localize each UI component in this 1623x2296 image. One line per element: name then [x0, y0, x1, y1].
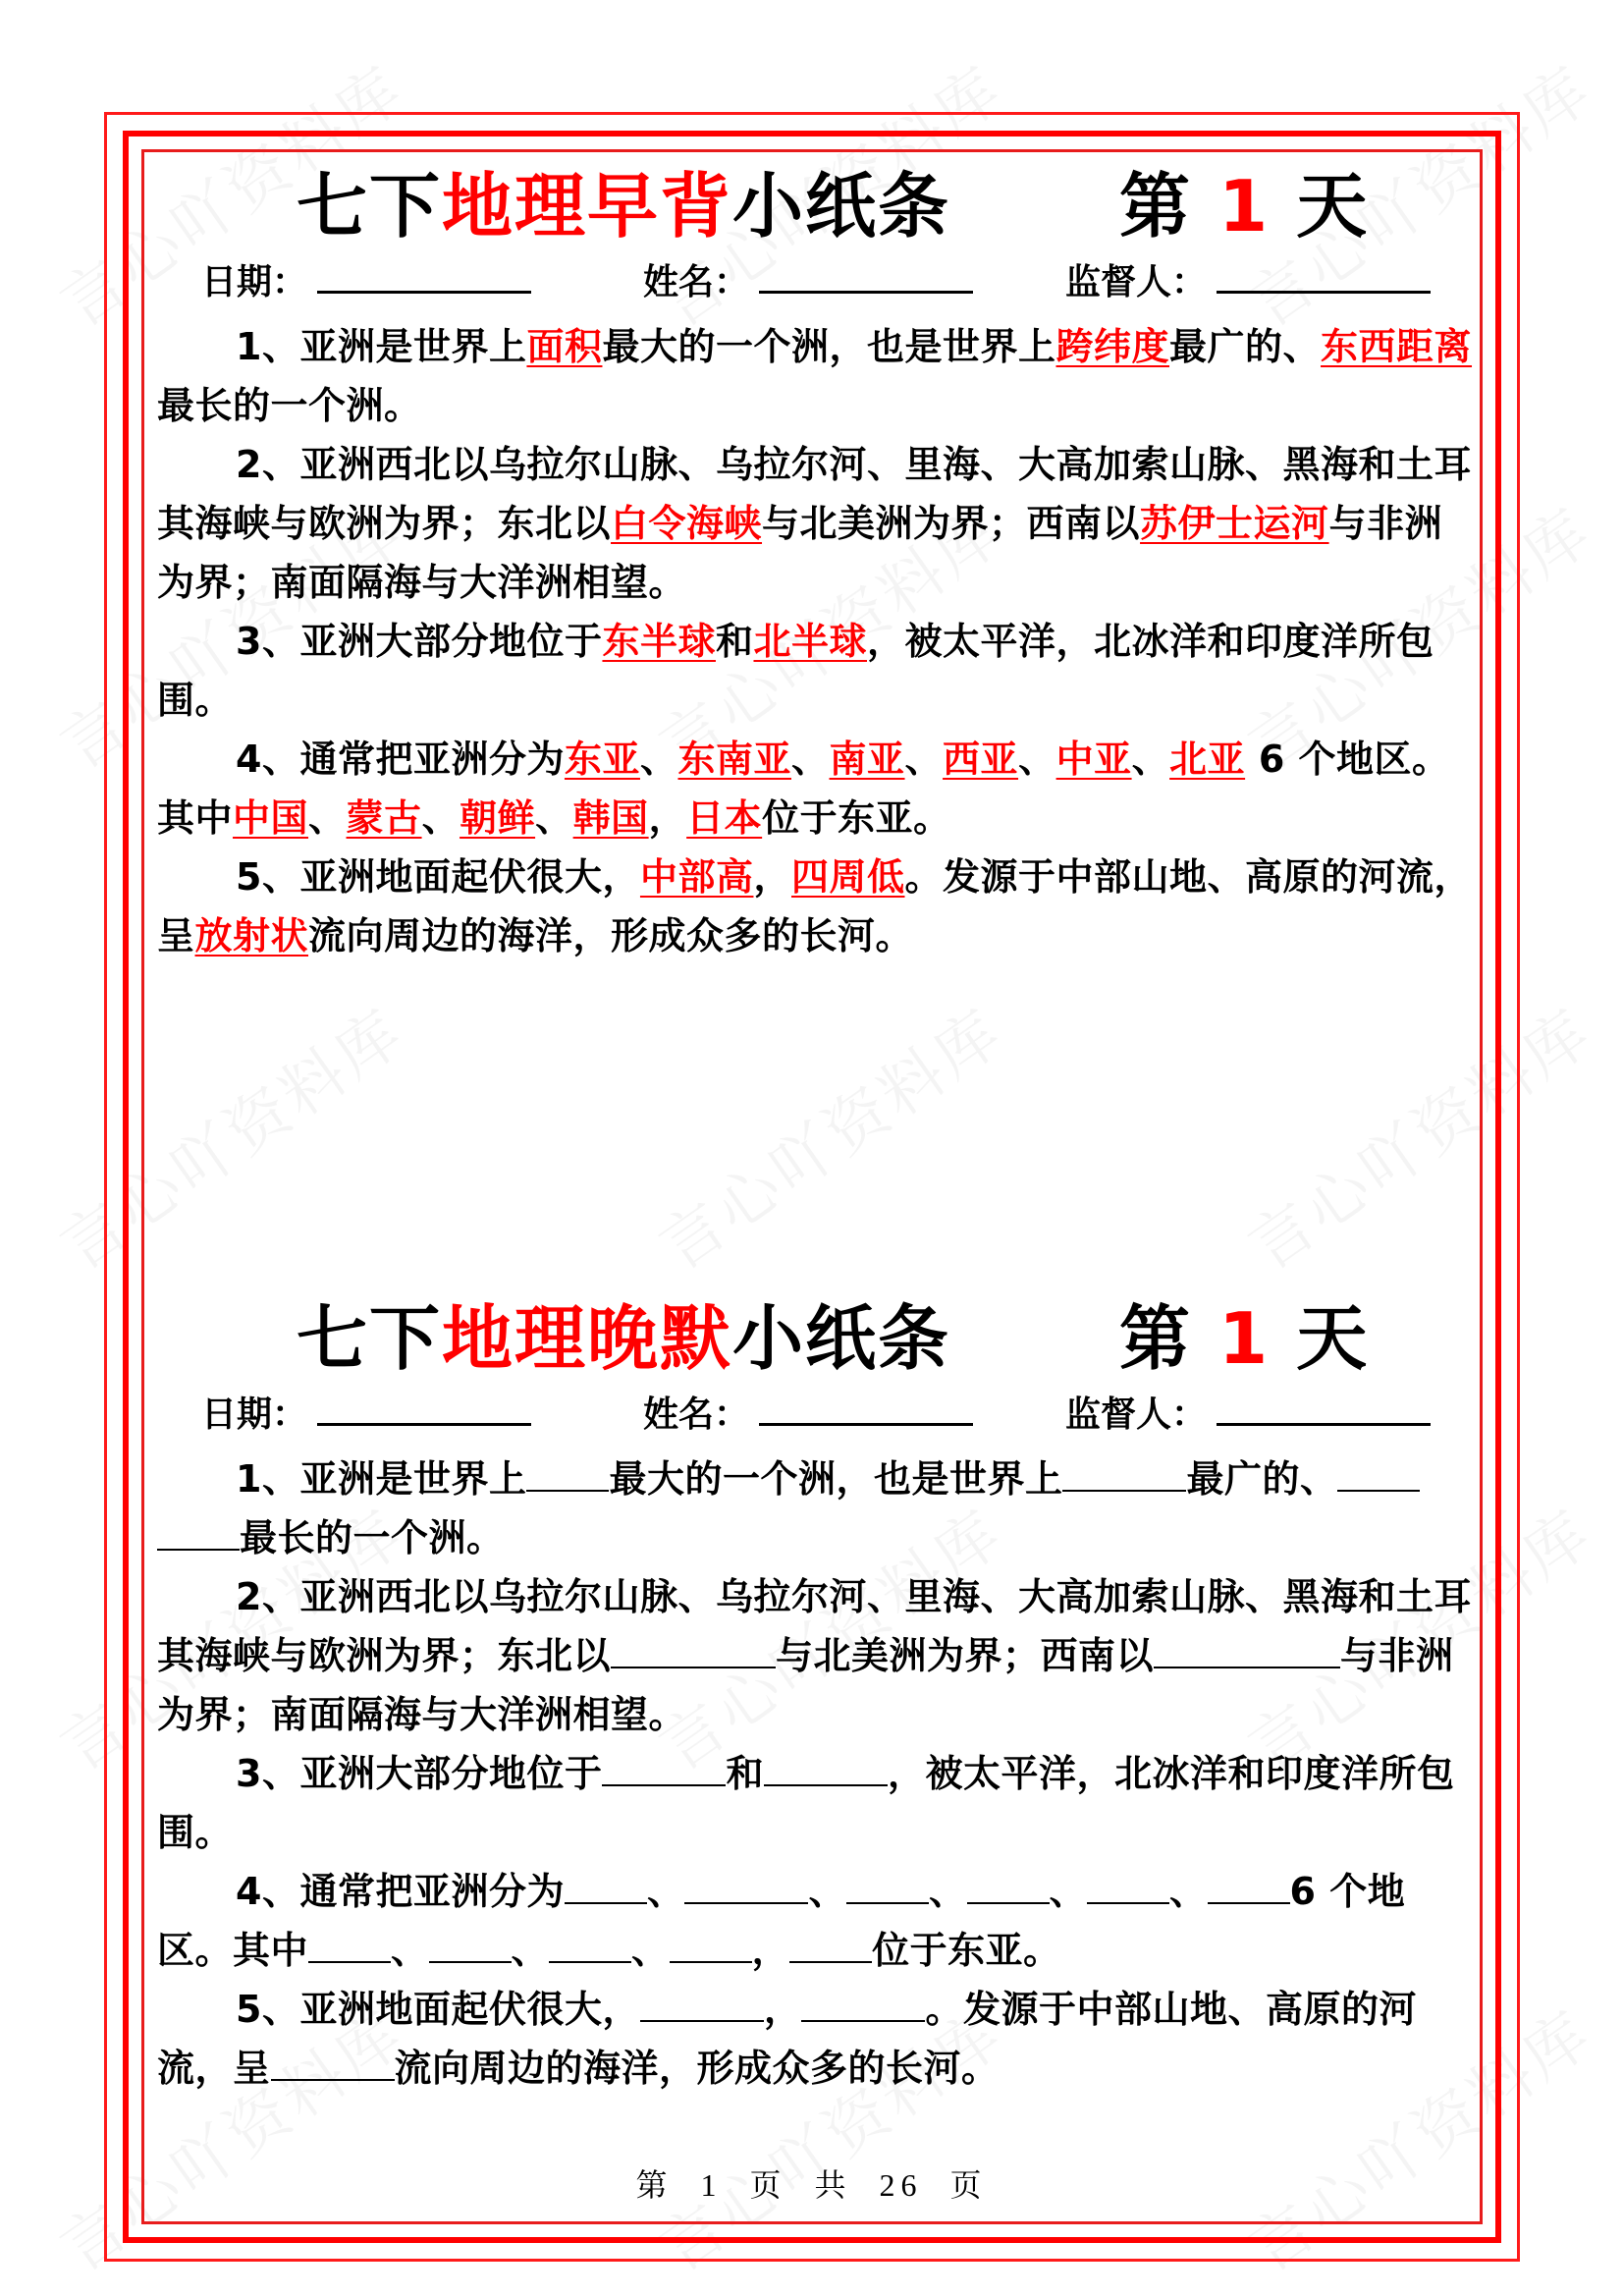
supervisor-field[interactable]: 监督人：	[1065, 1391, 1431, 1440]
fill-in-blank[interactable]	[602, 1755, 726, 1786]
date-blank[interactable]	[317, 261, 531, 294]
item-text: 、	[904, 738, 944, 781]
item-text: 、	[421, 796, 460, 840]
item-text: 。发源于中部山地、高原的河流，呈	[157, 855, 1473, 957]
item-text: 6 个地区。其中	[157, 738, 1450, 840]
item-text: ，	[753, 855, 791, 899]
answer-keyword: 白令海峡	[611, 502, 763, 545]
item-text: 、	[1169, 1870, 1208, 1913]
supervisor-blank[interactable]	[1217, 261, 1431, 294]
item-text: 、	[631, 1929, 670, 1972]
fill-in-blank[interactable]	[640, 1991, 764, 2022]
answer-keyword: 面积	[526, 325, 603, 368]
item-text: 最广的、	[1186, 1457, 1338, 1501]
item-text: 、	[646, 1870, 685, 1913]
item-text: 、	[639, 738, 678, 781]
list-item	[157, 612, 1479, 730]
item-text: 流向周边的海洋，形成众多的长河。	[308, 914, 914, 957]
fill-in-blank[interactable]	[1208, 1873, 1290, 1904]
list-item	[157, 1980, 1479, 2098]
name-field[interactable]: 姓名：	[643, 1391, 973, 1440]
fill-in-blank[interactable]	[801, 1991, 925, 2022]
item-text: 、	[928, 1870, 967, 1913]
item-text: 2、亚洲西北以乌拉尔山脉、乌拉尔河、里海、大高加索山脉、黑海和土耳其海峡与欧洲为界；东北以	[157, 443, 1472, 545]
item-text: ，	[763, 1988, 802, 2031]
item-text: 4、通常把亚洲分为	[236, 1870, 565, 1913]
fill-in-blank[interactable]	[565, 1873, 647, 1904]
list-item	[157, 730, 1479, 847]
item-text: 位于东亚。	[762, 796, 951, 840]
answer-keyword: 中国	[233, 796, 309, 840]
morning-day-label: 第 1 天	[1119, 165, 1370, 247]
fill-in-blank[interactable]	[271, 2050, 395, 2081]
item-text: 1、亚洲是世界上	[236, 1457, 527, 1501]
answer-keyword: 中部高	[639, 855, 754, 899]
item-text: 位于东亚。	[872, 1929, 1061, 1972]
fill-in-blank[interactable]	[157, 1519, 240, 1551]
item-text: 、	[1049, 1870, 1088, 1913]
evening-title	[157, 1289, 1479, 1388]
answer-keyword: 西亚	[943, 738, 1019, 781]
item-text: 1、亚洲是世界上	[236, 325, 527, 368]
item-text: 5、亚洲地面起伏很大，	[236, 1988, 640, 2031]
item-text: 、	[391, 1929, 429, 1972]
fill-in-blank[interactable]	[764, 1755, 888, 1786]
answer-keyword: 东西距离	[1321, 325, 1473, 368]
list-item	[157, 1567, 1479, 1744]
evening-title-text: 七下地理晚默小纸条	[297, 1297, 951, 1380]
evening-day-label: 第 1 天	[1119, 1297, 1370, 1380]
supervisor-field[interactable]: 监督人：	[1065, 258, 1431, 307]
answer-keyword: 朝鲜	[460, 796, 536, 840]
list-item	[157, 317, 1479, 435]
item-text: 与北美洲为界；西南以	[776, 1634, 1155, 1677]
item-text: 6 个地区。其中	[157, 1870, 1406, 1972]
fill-in-blank[interactable]	[789, 1932, 872, 1963]
item-text: 与北美洲为界；西南以	[762, 502, 1141, 545]
answer-keyword: 南亚	[829, 738, 905, 781]
item-text: 。发源于中部山地、高原的河流，呈	[157, 1988, 1417, 2090]
supervisor-blank[interactable]	[1217, 1394, 1431, 1426]
item-text: 2、亚洲西北以乌拉尔山脉、乌拉尔河、里海、大高加索山脉、黑海和土耳其海峡与欧洲为界；东北以	[157, 1575, 1472, 1677]
day-number: 1	[1218, 1297, 1271, 1380]
item-text: ，被太平洋，北冰洋和印度洋所包围。	[157, 620, 1434, 722]
fill-in-blank[interactable]	[1062, 1460, 1186, 1492]
fill-in-blank[interactable]	[1337, 1460, 1420, 1492]
fill-in-blank[interactable]	[846, 1873, 929, 1904]
evening-section	[157, 1289, 1479, 2090]
item-text: 、	[535, 796, 573, 840]
fill-in-blank[interactable]	[611, 1637, 776, 1668]
day-number: 1	[1218, 165, 1271, 247]
answer-keyword: 东半球	[602, 620, 716, 663]
evening-fields	[157, 1391, 1479, 1440]
date-field[interactable]: 日期：	[201, 258, 531, 307]
answer-keyword: 蒙古	[346, 796, 422, 840]
list-item	[157, 847, 1479, 965]
item-text: 5、亚洲地面起伏很大，	[236, 855, 640, 899]
fill-in-blank[interactable]	[549, 1932, 631, 1963]
item-text: 3、亚洲大部分地位于	[236, 1752, 603, 1795]
morning-fields	[157, 258, 1479, 307]
item-text: 4、通常把亚洲分为	[236, 738, 565, 781]
list-item	[157, 1449, 1479, 1567]
fill-in-blank[interactable]	[308, 1932, 391, 1963]
fill-in-blank[interactable]	[526, 1460, 609, 1492]
item-text: 最广的、	[1169, 325, 1322, 368]
list-item	[157, 1744, 1479, 1862]
answer-keyword: 东南亚	[677, 738, 791, 781]
item-text: 最长的一个洲。	[240, 1516, 505, 1559]
item-text: ，	[751, 1929, 790, 1972]
item-text: 、	[791, 738, 830, 781]
date-blank[interactable]	[317, 1394, 531, 1426]
date-field[interactable]: 日期：	[201, 1391, 531, 1440]
list-item	[157, 1862, 1479, 1980]
answer-keyword: 四周低	[790, 855, 905, 899]
item-text: 与非洲为界；南面隔海与大洋洲相望。	[157, 502, 1443, 604]
name-field[interactable]: 姓名：	[643, 258, 973, 307]
answer-keyword: 放射状	[194, 914, 309, 957]
fill-in-blank[interactable]	[684, 1873, 808, 1904]
page-footer: 第 1 页 共 26 页	[635, 2167, 988, 2203]
morning-items	[157, 317, 1479, 965]
fill-in-blank[interactable]	[1319, 1637, 1340, 1668]
name-blank[interactable]	[759, 1394, 973, 1426]
item-text: 和	[726, 1752, 764, 1795]
item-text: 最长的一个洲。	[157, 384, 422, 427]
item-text: 最大的一个洲，也是世界上	[609, 1457, 1063, 1501]
item-text: 流向周边的海洋，形成众多的长河。	[394, 2047, 1000, 2090]
fill-in-blank[interactable]	[1154, 1637, 1319, 1668]
item-text: ，	[648, 796, 687, 840]
answer-keyword: 跨纬度	[1055, 325, 1169, 368]
item-text: 、	[511, 1929, 550, 1972]
morning-title-text: 七下地理早背小纸条	[297, 165, 951, 247]
answer-keyword: 东亚	[564, 738, 640, 781]
answer-keyword: 韩国	[572, 796, 649, 840]
answer-keyword: 北半球	[753, 620, 867, 663]
answer-keyword: 中亚	[1055, 738, 1132, 781]
answer-keyword: 苏伊士运河	[1140, 502, 1329, 545]
evening-items	[157, 1449, 1479, 2098]
fill-in-blank[interactable]	[429, 1932, 512, 1963]
fill-in-blank[interactable]	[670, 1932, 752, 1963]
name-blank[interactable]	[759, 261, 973, 294]
answer-keyword: 北亚	[1169, 738, 1246, 781]
item-text: 与非洲为界；南面隔海与大洋洲相望。	[157, 1634, 1454, 1736]
morning-title	[157, 157, 1479, 255]
item-text: 、	[808, 1870, 846, 1913]
list-item	[157, 435, 1479, 612]
fill-in-blank[interactable]	[967, 1873, 1050, 1904]
morning-section	[157, 157, 1479, 957]
item-text: 、	[1018, 738, 1056, 781]
item-text: 和	[715, 620, 754, 663]
fill-in-blank[interactable]	[1087, 1873, 1169, 1904]
item-text: ，被太平洋，北冰洋和印度洋所包围。	[157, 1752, 1455, 1854]
item-text: 3、亚洲大部分地位于	[236, 620, 603, 663]
item-text: 、	[1131, 738, 1170, 781]
item-text: 最大的一个洲，也是世界上	[602, 325, 1056, 368]
item-text: 、	[308, 796, 347, 840]
answer-keyword: 日本	[686, 796, 763, 840]
